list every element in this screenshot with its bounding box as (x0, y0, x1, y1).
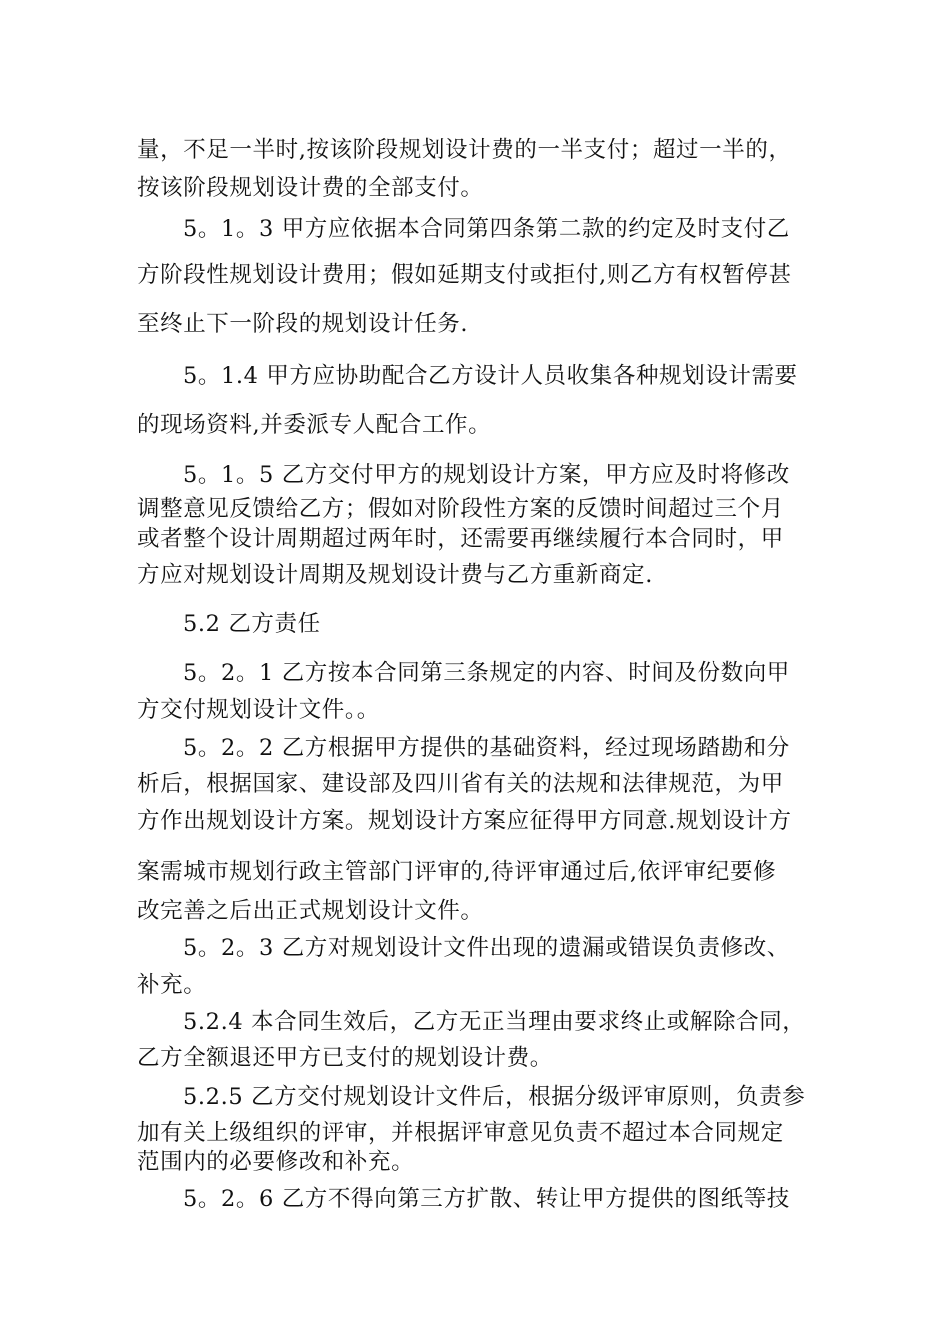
text-line: 量，不足一半时,按该阶段规划设计费的一半支付；超过一半的， (137, 137, 792, 163)
text-line: 5。2。1 乙方按本合同第三条规定的内容、时间及份数向甲 (183, 660, 790, 686)
text-line: 范围内的必要修改和补充。 (137, 1149, 415, 1175)
text-line: 5。1.4 甲方应协助配合乙方设计人员收集各种规划设计需要 (183, 363, 798, 389)
text-line: 析后，根据国家、建设部及四川省有关的法规和法律规范，为甲 (137, 771, 784, 797)
text-line: 5.2.4 本合同生效后，乙方无正当理由要求终止或解除合同， (183, 1009, 806, 1035)
text-line: 方应对规划设计周期及规划设计费与乙方重新商定. (137, 562, 653, 588)
text-line: 5。2。3 乙方对规划设计文件出现的遗漏或错误负责修改、 (183, 935, 790, 961)
text-line: 或者整个设计周期超过两年时，还需要再继续履行本合同时，甲 (137, 526, 784, 552)
text-line: 5。2。2 乙方根据甲方提供的基础资料，经过现场踏勘和分 (183, 735, 790, 761)
text-line: 方交付规划设计文件。。 (137, 697, 380, 723)
text-line: 案需城市规划行政主管部门评审的,待评审通过后,依评审纪要修 (137, 859, 777, 885)
text-line: 5。1。3 甲方应依据本合同第四条第二款的约定及时支付乙 (183, 216, 790, 242)
text-line: 按该阶段规划设计费的全部支付。 (137, 175, 484, 201)
text-line: 至终止下一阶段的规划设计任务. (137, 311, 469, 337)
text-line: 加有关上级组织的评审，并根据评审意见负责不超过本合同规定 (137, 1120, 784, 1146)
text-line: 方阶段性规划设计费用；假如延期支付或拒付,则乙方有权暂停甚 (137, 262, 792, 288)
text-line: 5。1。5 乙方交付甲方的规划设计方案，甲方应及时将修改 (183, 462, 790, 488)
text-line: 5。2。6 乙方不得向第三方扩散、转让甲方提供的图纸等技 (183, 1186, 790, 1212)
text-line: 5.2.5 乙方交付规划设计文件后，根据分级评审原则，负责参 (183, 1084, 806, 1110)
text-line: 改完善之后出正式规划设计文件。 (137, 898, 484, 924)
text-line: 调整意见反馈给乙方；假如对阶段性方案的反馈时间超过三个月 (137, 496, 784, 522)
text-line: 的现场资料,并委派专人配合工作。 (137, 412, 492, 438)
text-line: 乙方全额退还甲方已支付的规划设计费。 (137, 1045, 553, 1071)
text-line: 补充。 (137, 972, 207, 998)
text-line: 方作出规划设计方案。规划设计方案应征得甲方同意.规划设计方 (137, 808, 792, 834)
section-heading: 5.2 乙方责任 (183, 611, 321, 637)
